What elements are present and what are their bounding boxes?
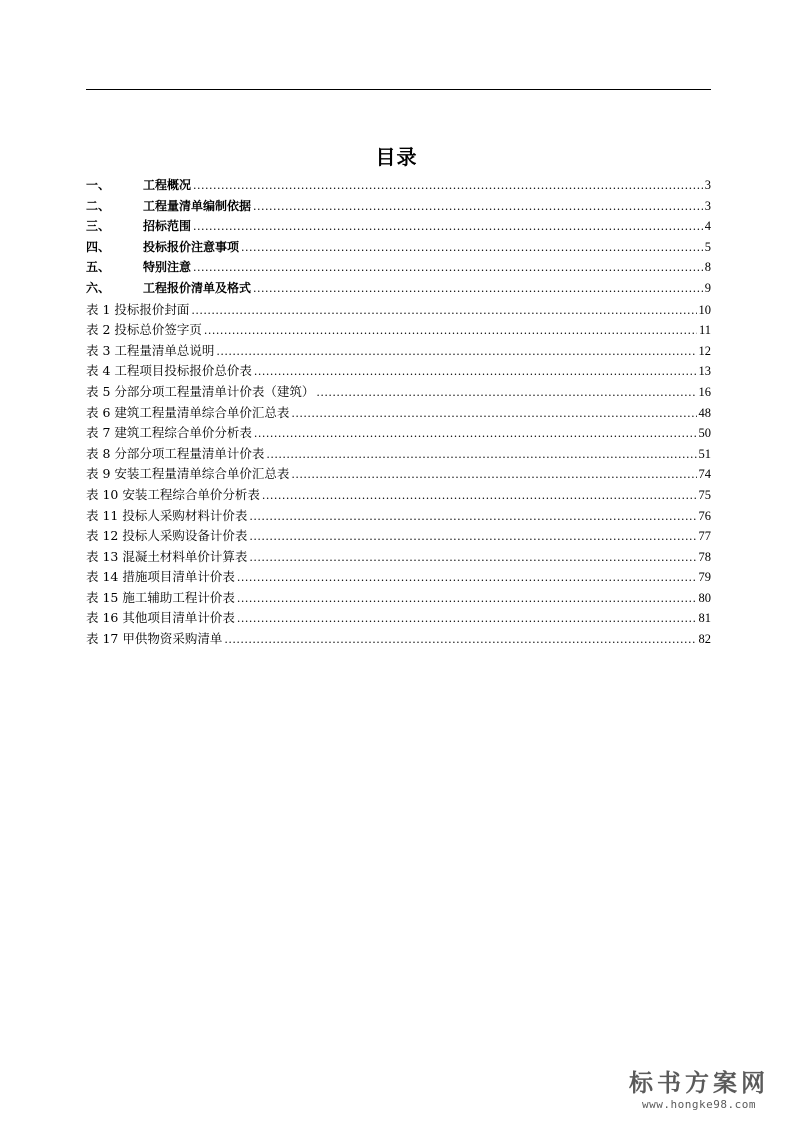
toc-dot-leader xyxy=(237,612,697,625)
toc-entry[interactable] xyxy=(86,608,711,629)
page-title: 目录 xyxy=(375,145,418,169)
toc-entry-title: 表 2 投标总价签字页 xyxy=(86,322,202,338)
toc-entry-page: 74 xyxy=(698,467,711,482)
toc-entry[interactable] xyxy=(86,588,711,609)
toc-entry-page: 3 xyxy=(704,178,711,192)
toc-entry-page: 5 xyxy=(704,239,711,254)
toc-entry[interactable] xyxy=(86,567,711,588)
toc-entry-number: 六、 xyxy=(86,280,111,295)
toc-entry-page: 9 xyxy=(704,280,711,295)
toc-dot-leader xyxy=(291,468,696,481)
toc-dot-leader xyxy=(249,551,696,564)
toc-entry-page: 77 xyxy=(698,529,711,544)
toc-entry-title: 表 12 投标人采购设备计价表 xyxy=(86,528,248,544)
toc-entry-page: 3 xyxy=(704,198,711,213)
toc-entry-number: 三、 xyxy=(86,219,111,234)
toc-dot-leader xyxy=(249,530,696,543)
toc-dot-leader xyxy=(253,282,703,295)
toc-dot-leader xyxy=(193,179,703,192)
toc-entry-page: 12 xyxy=(698,343,711,358)
toc-entry-number: 一、 xyxy=(86,178,111,192)
toc-entry-title: 表 6 建筑工程量清单综合单价汇总表 xyxy=(86,404,290,420)
toc-entry-title: 表 5 分部分项工程量清单计价表（建筑） xyxy=(86,383,315,399)
toc-dot-leader xyxy=(316,386,696,399)
toc-entry[interactable] xyxy=(86,382,711,403)
toc-entry-title: 工程报价清单及格式 xyxy=(143,280,252,295)
toc-entry-page: 50 xyxy=(698,426,711,441)
toc-entry[interactable] xyxy=(86,300,711,321)
toc-entry[interactable] xyxy=(86,238,711,259)
toc-entry-title: 表 8 分部分项工程量清单计价表 xyxy=(86,445,265,461)
toc-entry-page: 51 xyxy=(698,446,711,461)
toc-entry[interactable] xyxy=(86,217,711,238)
header-rule xyxy=(86,89,711,90)
toc-entry-title: 表 9 安装工程量清单综合单价汇总表 xyxy=(86,466,290,482)
toc-dot-leader xyxy=(254,427,697,440)
toc-entry-page: 82 xyxy=(698,632,711,647)
toc-entry-number: 二、 xyxy=(86,198,111,213)
toc-entry-page: 79 xyxy=(698,570,711,585)
toc-entry-title: 表 11 投标人采购材料计价表 xyxy=(86,507,248,523)
toc-entry-page: 16 xyxy=(698,384,711,399)
toc-entry-page: 11 xyxy=(698,323,711,338)
toc-dot-leader xyxy=(253,200,703,213)
toc-entry[interactable] xyxy=(86,444,711,465)
toc-entry-title: 表 10 安装工程综合单价分析表 xyxy=(86,486,260,502)
toc-dot-leader xyxy=(241,241,703,254)
toc-entry-title: 招标范围 xyxy=(143,219,192,234)
toc-entry[interactable] xyxy=(86,526,711,547)
toc-entry-title: 表 16 其他项目清单计价表 xyxy=(86,610,235,626)
toc-entry-title: 工程概况 xyxy=(143,178,192,192)
toc-dot-leader xyxy=(254,365,697,378)
toc-entry[interactable] xyxy=(86,547,711,568)
toc-entry[interactable] xyxy=(86,629,711,650)
toc-dot-leader xyxy=(266,448,696,461)
toc-entry-title: 工程量清单编制依据 xyxy=(143,198,252,213)
toc-entry-page: 76 xyxy=(698,508,711,523)
toc-dot-leader xyxy=(216,345,696,358)
toc-dot-leader xyxy=(237,592,697,605)
toc-entry-page: 10 xyxy=(698,302,711,317)
watermark-logo xyxy=(619,1068,779,1112)
toc-entry-title: 表 17 甲供物资采购清单 xyxy=(86,631,223,647)
toc-dot-leader xyxy=(262,489,697,502)
toc-entry-title: 表 14 措施项目清单计价表 xyxy=(86,569,235,585)
toc-entry-page: 48 xyxy=(698,405,711,420)
toc-entry-page: 4 xyxy=(704,219,711,234)
watermark-url: www.hongke98.com xyxy=(642,1098,756,1111)
toc-entry-title: 表 4 工程项目投标报价总价表 xyxy=(86,363,252,379)
toc-entry-page: 78 xyxy=(698,549,711,564)
toc-entry[interactable] xyxy=(86,258,711,279)
toc-entry[interactable] xyxy=(86,197,711,218)
toc-dot-leader xyxy=(249,510,696,523)
toc-entry-number: 五、 xyxy=(86,260,111,275)
toc-entry[interactable] xyxy=(86,506,711,527)
toc-entry[interactable] xyxy=(86,464,711,485)
toc-entry-page: 8 xyxy=(704,260,711,275)
toc-dot-leader xyxy=(237,571,697,584)
toc-entry-number: 四、 xyxy=(86,239,111,254)
toc-entry-title: 表 1 投标报价封面 xyxy=(86,301,190,317)
toc-entry-title: 表 15 施工辅助工程计价表 xyxy=(86,589,235,605)
toc-dot-leader xyxy=(193,220,703,233)
toc-entry[interactable] xyxy=(86,485,711,506)
toc-entry[interactable] xyxy=(86,320,711,341)
watermark-name: 标书方案网 xyxy=(629,1069,769,1097)
toc-list xyxy=(86,176,711,650)
toc-entry[interactable] xyxy=(86,361,711,382)
toc-dot-leader xyxy=(193,261,703,274)
toc-entry-page: 81 xyxy=(698,611,711,626)
toc-entry[interactable] xyxy=(86,341,711,362)
toc-entry[interactable] xyxy=(86,403,711,424)
toc-entry-page: 80 xyxy=(698,590,711,605)
toc-entry[interactable] xyxy=(86,423,711,444)
toc-entry-title: 投标报价注意事项 xyxy=(143,239,240,254)
toc-entry-title: 表 13 混凝土材料单价计算表 xyxy=(86,548,248,564)
toc-entry-title: 表 3 工程量清单总说明 xyxy=(86,342,215,358)
toc-entry-title: 表 7 建筑工程综合单价分析表 xyxy=(86,425,252,441)
toc-dot-leader xyxy=(224,633,696,646)
toc-dot-leader xyxy=(204,324,697,337)
toc-entry-page: 13 xyxy=(698,364,711,379)
toc-dot-leader xyxy=(191,304,696,317)
toc-entry-title: 特别注意 xyxy=(143,260,192,275)
toc-dot-leader xyxy=(291,407,696,420)
toc-entry[interactable] xyxy=(86,279,711,300)
toc-entry[interactable] xyxy=(86,176,711,197)
toc-entry-page: 75 xyxy=(698,487,711,502)
